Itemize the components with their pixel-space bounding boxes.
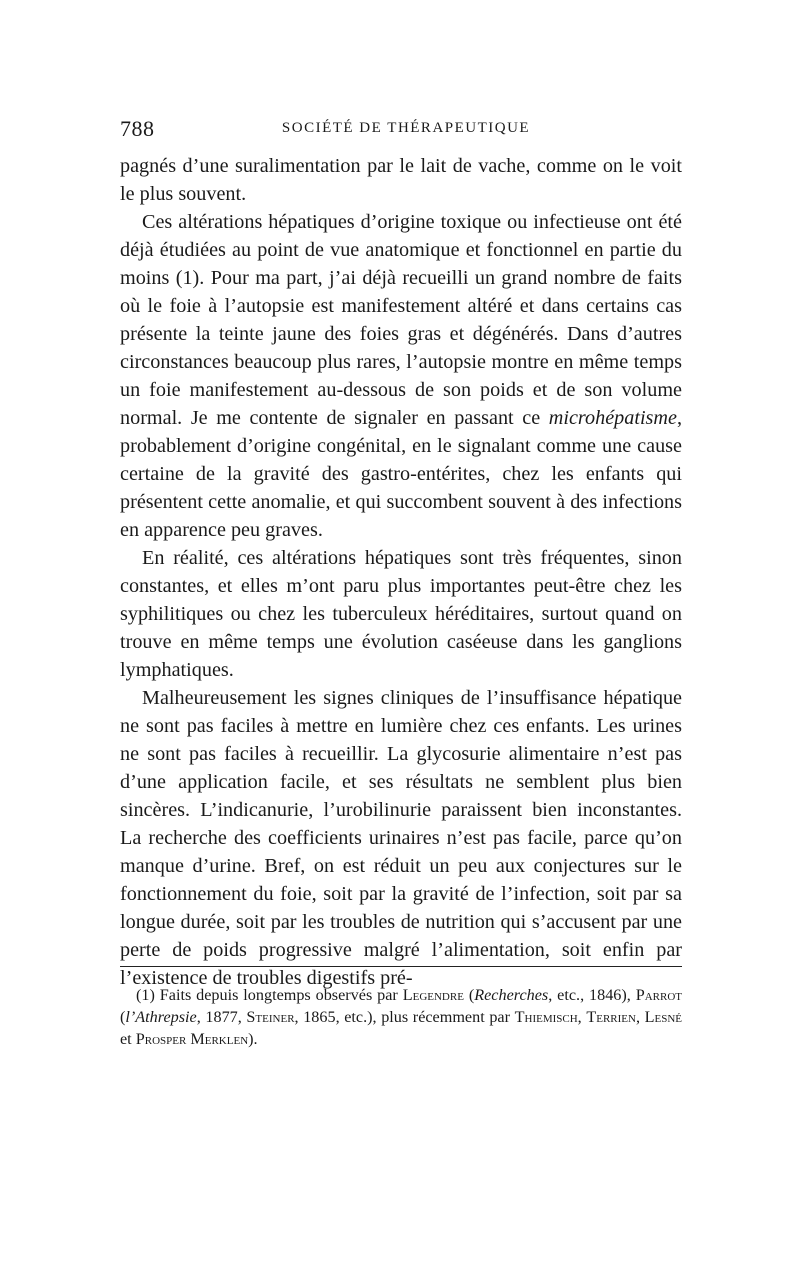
footnote-segment: ). [248, 1030, 258, 1048]
body-text [120, 152, 682, 992]
footnote-segment: ( [463, 986, 475, 1004]
paragraph-2-text-a: Ces altérations hépatiques d’origine toxique ou infectieuse ont été déjà étudiées au point de vue anatomique et fonctionnel en partie du moins (1). Pour ma part, j’ai déjà recueilli un grand nombre de faits où le foie à l’autopsie est manifestement altéré et dans certains cas présente la teinte jaune des foies gras et dégénérés. Dans d’autres circonstances beaucoup plus rares, l’autopsie montre en même temps un foie manifestement au-dessous de son poids et de son volume normal. Je me contente de signaler en passant ce [120, 211, 682, 429]
paragraph-3-text: En réalité, ces altérations hépatiques sont très fréquentes, sinon constantes, et elles m’ont paru plus importantes peut-être chez les syphilitiques ou chez les tuberculeux héréditaires, surtout quand on trouve en même temps une évolution caséeuse dans les ganglions lymphatiques. [120, 547, 682, 681]
footnote-divider [120, 966, 682, 967]
footnote-segment: , 1865, etc.), plus récemment par [294, 1008, 515, 1026]
paragraph-1 [120, 152, 682, 208]
footnote-segment: Faits depuis longtemps observés par [154, 986, 403, 1004]
footnote-segment: , 1877, [196, 1008, 247, 1026]
title-athrepsie: l’Athrepsie [125, 1008, 197, 1026]
footnote-segment: et [120, 1030, 136, 1048]
footnote-segment: , [577, 1008, 587, 1026]
author-merklen: Prosper Merklen [135, 1030, 249, 1048]
paragraph-2-text-b: , probablement d’origine congénital, en le signalant comme une cause certaine de la gravité des gastro-entérites, chez les enfants qui présentent cette anomalie, et qui succombent souvent à des infections en apparence peu graves. [120, 407, 682, 541]
paragraph-3 [120, 544, 682, 684]
paragraph-2 [120, 208, 682, 544]
author-legendre: Legendre [402, 986, 464, 1004]
footnote-segment: ( [120, 1008, 126, 1026]
paragraph-4 [120, 684, 682, 992]
author-parrot: Parrot [635, 986, 683, 1004]
author-terrien: Terrien [586, 1008, 636, 1026]
paragraph-1-text: pagnés d’une suralimentation par le lait de vache, comme on le voit le plus souvent. [120, 155, 682, 205]
author-steiner: Steiner [246, 1008, 295, 1026]
footnote [120, 984, 682, 1050]
footnote-text [120, 984, 682, 1050]
paragraph-4-text: Malheureusement les signes cliniques de l’insuffisance hépatique ne sont pas faciles à mettre en lumière chez ces enfants. Les urines ne sont pas faciles à recueillir. La glycosurie alimentaire n’est pas d’une application facile, et ses résultats ne semblent plus bien sincères. L’indicanurie, l’urobilinurie paraissent bien inconstantes. La recherche des coefficients urinaires n’est pas facile, parce qu’on manque d’urine. Bref, on est réduit un peu aux conjectures sur le fonctionnement du foie, soit par la gravité de l’infection, soit par sa longue durée, soit par les troubles de nutrition qui s’accusent par une perte de poids progressive malgré l’alimentation, soit enfin par l’existence de troubles digestifs pré- [120, 687, 682, 989]
running-head: SOCIÉTÉ DE THÉRAPEUTIQUE [281, 120, 531, 136]
author-lesne: Lesné [644, 1008, 683, 1026]
page-header [120, 116, 682, 146]
footnote-segment: , [635, 1008, 645, 1026]
title-recherches: Recherches [474, 986, 549, 1004]
page-number: 788 [120, 116, 155, 141]
paragraph-2-emphasis: microhépatisme [548, 407, 677, 429]
author-thiemisch: Thiemisch [514, 1008, 578, 1026]
footnote-segment: , etc., 1846), [548, 986, 636, 1004]
footnote-mark: (1) [136, 986, 155, 1004]
